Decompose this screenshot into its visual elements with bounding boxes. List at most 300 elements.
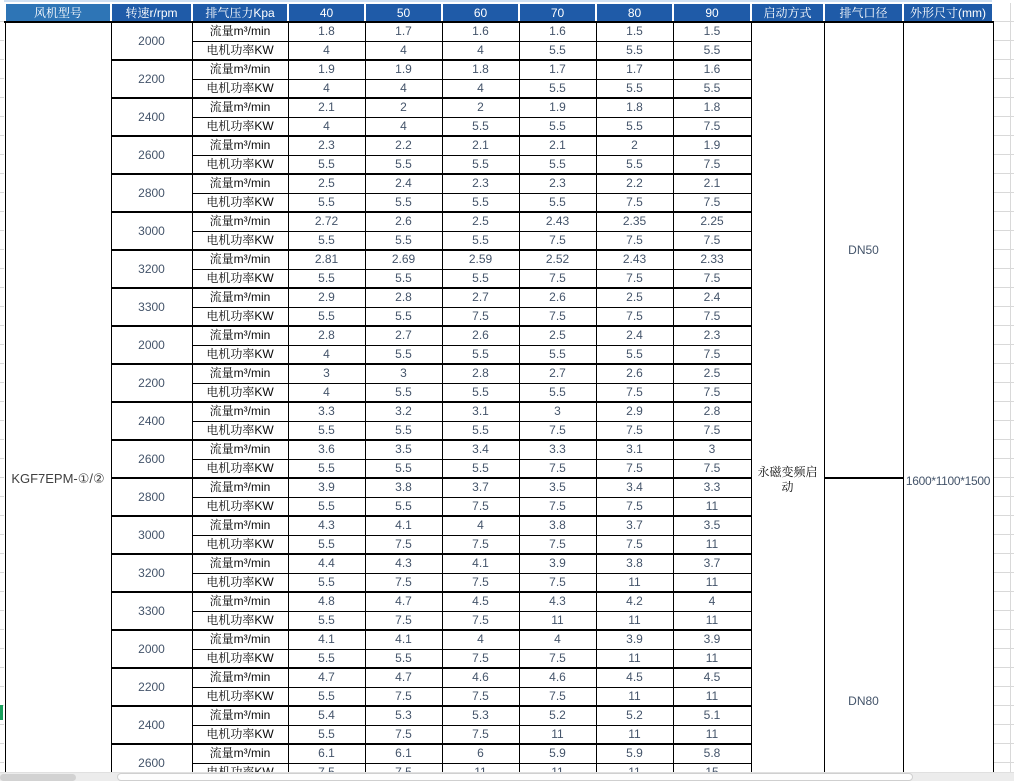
- cell-flow-80[interactable]: 3.7: [596, 516, 673, 535]
- cell-power-70[interactable]: 5.5: [519, 79, 596, 98]
- cell-flow-90[interactable]: 4.5: [673, 668, 751, 687]
- cell-power-60[interactable]: 5.5: [442, 459, 519, 478]
- row-label-power[interactable]: 电机功率KW: [192, 725, 288, 744]
- cell-power-40[interactable]: 5.5: [288, 193, 365, 212]
- cell-flow-60[interactable]: 4.1: [442, 554, 519, 573]
- scrollbar-left-piece[interactable]: [0, 774, 76, 781]
- cell-power-80[interactable]: 7.5: [596, 193, 673, 212]
- header-cell-p60[interactable]: 60: [442, 3, 519, 22]
- cell-power-90[interactable]: 7.5: [673, 307, 751, 326]
- cell-flow-60[interactable]: 2.59: [442, 250, 519, 269]
- cell-power-80[interactable]: 5.5: [596, 155, 673, 174]
- row-label-power[interactable]: 电机功率KW: [192, 345, 288, 364]
- cell-power-80[interactable]: 11: [596, 725, 673, 744]
- cell-power-40[interactable]: 5.5: [288, 421, 365, 440]
- cell-flow-90[interactable]: 3.3: [673, 478, 751, 497]
- cell-flow-50[interactable]: 1.9: [365, 60, 442, 79]
- header-cell-model[interactable]: 风机型号: [5, 3, 111, 22]
- speed-cell[interactable]: 2000: [111, 630, 192, 668]
- cell-flow-80[interactable]: 5.9: [596, 744, 673, 763]
- cell-flow-40[interactable]: 3: [288, 364, 365, 383]
- cell-flow-50[interactable]: 3.5: [365, 440, 442, 459]
- outlet-dn50-cell[interactable]: DN50: [824, 22, 903, 478]
- speed-cell[interactable]: 2600: [111, 136, 192, 174]
- header-cell-pressure[interactable]: 排气压力Kpa: [192, 3, 288, 22]
- cell-flow-70[interactable]: 4: [519, 630, 596, 649]
- cell-flow-60[interactable]: 1.8: [442, 60, 519, 79]
- cell-flow-90[interactable]: 2.25: [673, 212, 751, 231]
- cell-power-80[interactable]: 7.5: [596, 231, 673, 250]
- cell-flow-70[interactable]: 3.9: [519, 554, 596, 573]
- cell-flow-90[interactable]: 4: [673, 592, 751, 611]
- speed-cell[interactable]: 3200: [111, 554, 192, 592]
- row-label-power[interactable]: 电机功率KW: [192, 193, 288, 212]
- cell-flow-50[interactable]: 2.2: [365, 136, 442, 155]
- row-label-flow[interactable]: 流量m³/min: [192, 440, 288, 459]
- cell-power-90[interactable]: 11: [673, 497, 751, 516]
- cell-power-40[interactable]: 5.5: [288, 725, 365, 744]
- cell-power-70[interactable]: 5.5: [519, 117, 596, 136]
- cell-flow-40[interactable]: 4.4: [288, 554, 365, 573]
- cell-flow-80[interactable]: 1.5: [596, 22, 673, 41]
- cell-power-50[interactable]: 5.5: [365, 231, 442, 250]
- cell-flow-50[interactable]: 2.6: [365, 212, 442, 231]
- cell-power-70[interactable]: 7.5: [519, 573, 596, 592]
- header-cell-p90[interactable]: 90: [673, 3, 751, 22]
- cell-flow-70[interactable]: 5.9: [519, 744, 596, 763]
- cell-power-40[interactable]: 5.5: [288, 687, 365, 706]
- cell-power-70[interactable]: 7.5: [519, 231, 596, 250]
- cell-flow-90[interactable]: 5.8: [673, 744, 751, 763]
- header-cell-p50[interactable]: 50: [365, 3, 442, 22]
- cell-power-80[interactable]: 11: [596, 611, 673, 630]
- row-label-power[interactable]: 电机功率KW: [192, 421, 288, 440]
- cell-power-60[interactable]: 7.5: [442, 649, 519, 668]
- row-label-power[interactable]: 电机功率KW: [192, 307, 288, 326]
- row-label-flow[interactable]: 流量m³/min: [192, 744, 288, 763]
- cell-flow-70[interactable]: 2.6: [519, 288, 596, 307]
- cell-power-50[interactable]: 7.5: [365, 725, 442, 744]
- row-label-flow[interactable]: 流量m³/min: [192, 668, 288, 687]
- cell-flow-40[interactable]: 2.8: [288, 326, 365, 345]
- row-label-flow[interactable]: 流量m³/min: [192, 402, 288, 421]
- header-cell-outlet[interactable]: 排气口径: [824, 3, 903, 22]
- cell-power-80[interactable]: 7.5: [596, 307, 673, 326]
- cell-flow-60[interactable]: 4: [442, 516, 519, 535]
- cell-power-80[interactable]: 7.5: [596, 383, 673, 402]
- cell-power-90[interactable]: 7.5: [673, 155, 751, 174]
- cell-power-50[interactable]: 5.5: [365, 269, 442, 288]
- cell-flow-60[interactable]: 2: [442, 98, 519, 117]
- row-label-power[interactable]: 电机功率KW: [192, 611, 288, 630]
- cell-power-40[interactable]: 4: [288, 41, 365, 60]
- cell-flow-50[interactable]: 2.69: [365, 250, 442, 269]
- cell-flow-70[interactable]: 2.43: [519, 212, 596, 231]
- cell-power-40[interactable]: 5.5: [288, 155, 365, 174]
- cell-flow-70[interactable]: 4.3: [519, 592, 596, 611]
- cell-power-50[interactable]: 5.5: [365, 155, 442, 174]
- cell-flow-90[interactable]: 5.1: [673, 706, 751, 725]
- cell-power-50[interactable]: 5.5: [365, 383, 442, 402]
- cell-flow-80[interactable]: 4.2: [596, 592, 673, 611]
- row-label-power[interactable]: 电机功率KW: [192, 497, 288, 516]
- cell-power-80[interactable]: 7.5: [596, 497, 673, 516]
- row-label-flow[interactable]: 流量m³/min: [192, 22, 288, 41]
- cell-power-60[interactable]: 7.5: [442, 535, 519, 554]
- cell-power-90[interactable]: 7.5: [673, 269, 751, 288]
- cell-flow-80[interactable]: 3.9: [596, 630, 673, 649]
- cell-power-90[interactable]: 7.5: [673, 383, 751, 402]
- row-label-power[interactable]: 电机功率KW: [192, 573, 288, 592]
- cell-flow-70[interactable]: 3.8: [519, 516, 596, 535]
- row-label-flow[interactable]: 流量m³/min: [192, 98, 288, 117]
- cell-power-60[interactable]: 5.5: [442, 155, 519, 174]
- speed-cell[interactable]: 3000: [111, 516, 192, 554]
- cell-flow-70[interactable]: 2.52: [519, 250, 596, 269]
- cell-power-80[interactable]: 11: [596, 687, 673, 706]
- cell-power-60[interactable]: 7.5: [442, 307, 519, 326]
- cell-flow-60[interactable]: 2.6: [442, 326, 519, 345]
- cell-flow-90[interactable]: 2.1: [673, 174, 751, 193]
- cell-power-40[interactable]: 5.5: [288, 231, 365, 250]
- cell-power-70[interactable]: 5.5: [519, 345, 596, 364]
- start-mode-cell[interactable]: 永磁变频启动: [751, 22, 824, 781]
- row-label-flow[interactable]: 流量m³/min: [192, 706, 288, 725]
- cell-power-70[interactable]: 7.5: [519, 421, 596, 440]
- speed-cell[interactable]: 2000: [111, 22, 192, 60]
- speed-cell[interactable]: 3200: [111, 250, 192, 288]
- cell-power-90[interactable]: 5.5: [673, 41, 751, 60]
- cell-power-60[interactable]: 5.5: [442, 383, 519, 402]
- cell-power-50[interactable]: 7.5: [365, 611, 442, 630]
- cell-power-80[interactable]: 7.5: [596, 269, 673, 288]
- cell-flow-90[interactable]: 1.6: [673, 60, 751, 79]
- cell-power-60[interactable]: 7.5: [442, 497, 519, 516]
- cell-power-70[interactable]: 7.5: [519, 459, 596, 478]
- cell-power-90[interactable]: 7.5: [673, 345, 751, 364]
- cell-flow-60[interactable]: 6: [442, 744, 519, 763]
- cell-power-40[interactable]: 5.5: [288, 497, 365, 516]
- row-label-flow[interactable]: 流量m³/min: [192, 478, 288, 497]
- cell-flow-80[interactable]: 2.5: [596, 288, 673, 307]
- cell-flow-70[interactable]: 1.7: [519, 60, 596, 79]
- row-label-power[interactable]: 电机功率KW: [192, 687, 288, 706]
- cell-power-70[interactable]: 7.5: [519, 497, 596, 516]
- cell-power-80[interactable]: 11: [596, 649, 673, 668]
- cell-flow-40[interactable]: 4.1: [288, 630, 365, 649]
- cell-flow-40[interactable]: 2.1: [288, 98, 365, 117]
- speed-cell[interactable]: 2800: [111, 174, 192, 212]
- scrollbar-thumb[interactable]: [117, 773, 913, 781]
- header-cell-speed[interactable]: 转速r/rpm: [111, 3, 192, 22]
- cell-flow-80[interactable]: 2.6: [596, 364, 673, 383]
- row-label-power[interactable]: 电机功率KW: [192, 383, 288, 402]
- cell-flow-60[interactable]: 2.8: [442, 364, 519, 383]
- cell-flow-60[interactable]: 4.5: [442, 592, 519, 611]
- header-cell-p70[interactable]: 70: [519, 3, 596, 22]
- cell-flow-90[interactable]: 1.5: [673, 22, 751, 41]
- row-label-power[interactable]: 电机功率KW: [192, 155, 288, 174]
- speed-cell[interactable]: 2200: [111, 60, 192, 98]
- cell-flow-90[interactable]: 2.33: [673, 250, 751, 269]
- cell-power-80[interactable]: 7.5: [596, 421, 673, 440]
- cell-power-40[interactable]: 5.5: [288, 269, 365, 288]
- speed-cell[interactable]: 3000: [111, 212, 192, 250]
- cell-power-40[interactable]: 5.5: [288, 459, 365, 478]
- cell-power-40[interactable]: 5.5: [288, 573, 365, 592]
- cell-flow-60[interactable]: 3.4: [442, 440, 519, 459]
- cell-power-60[interactable]: 4: [442, 41, 519, 60]
- cell-flow-60[interactable]: 2.1: [442, 136, 519, 155]
- cell-power-70[interactable]: 11: [519, 725, 596, 744]
- cell-power-70[interactable]: 5.5: [519, 383, 596, 402]
- cell-flow-70[interactable]: 4.6: [519, 668, 596, 687]
- horizontal-scrollbar[interactable]: [0, 772, 1014, 781]
- cell-flow-60[interactable]: 2.7: [442, 288, 519, 307]
- cell-flow-90[interactable]: 2.3: [673, 326, 751, 345]
- model-cell[interactable]: KGF7EPM-①/②: [5, 22, 111, 781]
- cell-flow-90[interactable]: 3.5: [673, 516, 751, 535]
- cell-power-90[interactable]: 11: [673, 611, 751, 630]
- header-cell-dimensions[interactable]: 外形尺寸(mm): [903, 3, 993, 22]
- cell-power-50[interactable]: 7.5: [365, 573, 442, 592]
- cell-power-50[interactable]: 5.5: [365, 307, 442, 326]
- cell-flow-70[interactable]: 1.6: [519, 22, 596, 41]
- cell-power-50[interactable]: 7.5: [365, 687, 442, 706]
- cell-power-70[interactable]: 5.5: [519, 41, 596, 60]
- cell-power-40[interactable]: 5.5: [288, 611, 365, 630]
- cell-power-70[interactable]: 5.5: [519, 193, 596, 212]
- cell-flow-50[interactable]: 3.2: [365, 402, 442, 421]
- cell-flow-40[interactable]: 4.7: [288, 668, 365, 687]
- cell-power-60[interactable]: 5.5: [442, 231, 519, 250]
- cell-power-50[interactable]: 5.5: [365, 421, 442, 440]
- row-label-flow[interactable]: 流量m³/min: [192, 136, 288, 155]
- cell-flow-50[interactable]: 4.1: [365, 630, 442, 649]
- cell-power-60[interactable]: 5.5: [442, 269, 519, 288]
- row-label-power[interactable]: 电机功率KW: [192, 649, 288, 668]
- cell-flow-70[interactable]: 3.5: [519, 478, 596, 497]
- cell-power-80[interactable]: 7.5: [596, 535, 673, 554]
- cell-flow-70[interactable]: 2.7: [519, 364, 596, 383]
- cell-power-50[interactable]: 5.5: [365, 497, 442, 516]
- speed-cell[interactable]: 2200: [111, 364, 192, 402]
- cell-power-90[interactable]: 11: [673, 687, 751, 706]
- outlet-dn80-cell[interactable]: DN80: [824, 478, 903, 781]
- row-label-flow[interactable]: 流量m³/min: [192, 592, 288, 611]
- cell-power-90[interactable]: 11: [673, 649, 751, 668]
- cell-flow-50[interactable]: 4.7: [365, 668, 442, 687]
- cell-flow-50[interactable]: 4.7: [365, 592, 442, 611]
- row-label-power[interactable]: 电机功率KW: [192, 535, 288, 554]
- cell-flow-80[interactable]: 2.35: [596, 212, 673, 231]
- cell-flow-60[interactable]: 4: [442, 630, 519, 649]
- speed-cell[interactable]: 2000: [111, 326, 192, 364]
- cell-flow-80[interactable]: 4.5: [596, 668, 673, 687]
- cell-power-90[interactable]: 11: [673, 535, 751, 554]
- cell-flow-50[interactable]: 1.7: [365, 22, 442, 41]
- cell-flow-40[interactable]: 2.72: [288, 212, 365, 231]
- row-label-flow[interactable]: 流量m³/min: [192, 212, 288, 231]
- cell-flow-90[interactable]: 1.8: [673, 98, 751, 117]
- cell-flow-90[interactable]: 2.5: [673, 364, 751, 383]
- cell-flow-40[interactable]: 1.9: [288, 60, 365, 79]
- cell-power-50[interactable]: 7.5: [365, 535, 442, 554]
- cell-flow-40[interactable]: 6.1: [288, 744, 365, 763]
- cell-power-70[interactable]: 7.5: [519, 687, 596, 706]
- cell-flow-70[interactable]: 1.9: [519, 98, 596, 117]
- cell-flow-80[interactable]: 2.4: [596, 326, 673, 345]
- cell-flow-40[interactable]: 3.9: [288, 478, 365, 497]
- cell-flow-40[interactable]: 2.81: [288, 250, 365, 269]
- cell-power-70[interactable]: 7.5: [519, 535, 596, 554]
- cell-power-60[interactable]: 7.5: [442, 687, 519, 706]
- cell-power-50[interactable]: 5.5: [365, 649, 442, 668]
- cell-flow-50[interactable]: 2.8: [365, 288, 442, 307]
- cell-flow-80[interactable]: 1.7: [596, 60, 673, 79]
- speed-cell[interactable]: 2400: [111, 706, 192, 744]
- row-label-power[interactable]: 电机功率KW: [192, 269, 288, 288]
- cell-flow-60[interactable]: 4.6: [442, 668, 519, 687]
- row-label-power[interactable]: 电机功率KW: [192, 41, 288, 60]
- speed-cell[interactable]: 2600: [111, 440, 192, 478]
- cell-power-70[interactable]: 7.5: [519, 649, 596, 668]
- cell-power-70[interactable]: 5.5: [519, 155, 596, 174]
- cell-flow-80[interactable]: 3.8: [596, 554, 673, 573]
- row-label-flow[interactable]: 流量m³/min: [192, 288, 288, 307]
- cell-power-70[interactable]: 7.5: [519, 307, 596, 326]
- cell-flow-40[interactable]: 2.9: [288, 288, 365, 307]
- cell-flow-40[interactable]: 1.8: [288, 22, 365, 41]
- speed-cell[interactable]: 2800: [111, 478, 192, 516]
- cell-flow-70[interactable]: 3: [519, 402, 596, 421]
- cell-flow-50[interactable]: 2: [365, 98, 442, 117]
- cell-flow-60[interactable]: 3.1: [442, 402, 519, 421]
- cell-flow-50[interactable]: 2.4: [365, 174, 442, 193]
- row-label-flow[interactable]: 流量m³/min: [192, 554, 288, 573]
- cell-power-60[interactable]: 4: [442, 79, 519, 98]
- speed-cell[interactable]: 3300: [111, 288, 192, 326]
- cell-flow-50[interactable]: 5.3: [365, 706, 442, 725]
- cell-flow-50[interactable]: 2.7: [365, 326, 442, 345]
- cell-flow-60[interactable]: 2.5: [442, 212, 519, 231]
- cell-power-40[interactable]: 4: [288, 345, 365, 364]
- cell-flow-50[interactable]: 3.8: [365, 478, 442, 497]
- row-label-flow[interactable]: 流量m³/min: [192, 516, 288, 535]
- cell-flow-60[interactable]: 5.3: [442, 706, 519, 725]
- cell-flow-80[interactable]: 2: [596, 136, 673, 155]
- cell-power-70[interactable]: 7.5: [519, 269, 596, 288]
- cell-power-60[interactable]: 5.5: [442, 193, 519, 212]
- cell-flow-90[interactable]: 3.7: [673, 554, 751, 573]
- cell-flow-70[interactable]: 5.2: [519, 706, 596, 725]
- cell-power-80[interactable]: 11: [596, 573, 673, 592]
- cell-power-80[interactable]: 5.5: [596, 79, 673, 98]
- cell-power-80[interactable]: 7.5: [596, 459, 673, 478]
- cell-flow-90[interactable]: 2.4: [673, 288, 751, 307]
- cell-flow-50[interactable]: 4.1: [365, 516, 442, 535]
- speed-cell[interactable]: 2600: [111, 744, 192, 781]
- cell-power-60[interactable]: 5.5: [442, 345, 519, 364]
- cell-flow-40[interactable]: 3.3: [288, 402, 365, 421]
- cell-flow-80[interactable]: 2.43: [596, 250, 673, 269]
- cell-flow-90[interactable]: 3.9: [673, 630, 751, 649]
- row-label-power[interactable]: 电机功率KW: [192, 231, 288, 250]
- cell-power-40[interactable]: 5.5: [288, 307, 365, 326]
- cell-power-60[interactable]: 5.5: [442, 421, 519, 440]
- header-cell-p40[interactable]: 40: [288, 3, 365, 22]
- cell-power-80[interactable]: 5.5: [596, 41, 673, 60]
- cell-power-40[interactable]: 5.5: [288, 649, 365, 668]
- speed-cell[interactable]: 2200: [111, 668, 192, 706]
- cell-power-90[interactable]: 11: [673, 725, 751, 744]
- cell-flow-70[interactable]: 2.5: [519, 326, 596, 345]
- speed-cell[interactable]: 3300: [111, 592, 192, 630]
- cell-power-40[interactable]: 4: [288, 383, 365, 402]
- speed-cell[interactable]: 2400: [111, 402, 192, 440]
- cell-flow-90[interactable]: 1.9: [673, 136, 751, 155]
- cell-flow-80[interactable]: 2.9: [596, 402, 673, 421]
- cell-power-80[interactable]: 5.5: [596, 345, 673, 364]
- cell-flow-50[interactable]: 3: [365, 364, 442, 383]
- cell-power-90[interactable]: 7.5: [673, 421, 751, 440]
- cell-flow-80[interactable]: 5.2: [596, 706, 673, 725]
- row-label-flow[interactable]: 流量m³/min: [192, 326, 288, 345]
- row-label-power[interactable]: 电机功率KW: [192, 79, 288, 98]
- cell-power-70[interactable]: 11: [519, 611, 596, 630]
- cell-flow-70[interactable]: 2.1: [519, 136, 596, 155]
- cell-power-50[interactable]: 4: [365, 41, 442, 60]
- cell-flow-90[interactable]: 2.8: [673, 402, 751, 421]
- cell-power-50[interactable]: 5.5: [365, 193, 442, 212]
- cell-flow-90[interactable]: 3: [673, 440, 751, 459]
- cell-power-50[interactable]: 4: [365, 117, 442, 136]
- cell-flow-80[interactable]: 2.2: [596, 174, 673, 193]
- cell-power-90[interactable]: 5.5: [673, 79, 751, 98]
- cell-power-60[interactable]: 7.5: [442, 725, 519, 744]
- cell-flow-40[interactable]: 2.5: [288, 174, 365, 193]
- cell-power-60[interactable]: 7.5: [442, 573, 519, 592]
- cell-power-90[interactable]: 11: [673, 573, 751, 592]
- row-label-power[interactable]: 电机功率KW: [192, 117, 288, 136]
- cell-power-90[interactable]: 7.5: [673, 459, 751, 478]
- header-cell-start-mode[interactable]: 启动方式: [751, 3, 824, 22]
- cell-power-60[interactable]: 5.5: [442, 117, 519, 136]
- cell-flow-40[interactable]: 4.3: [288, 516, 365, 535]
- cell-power-80[interactable]: 5.5: [596, 117, 673, 136]
- row-label-flow[interactable]: 流量m³/min: [192, 174, 288, 193]
- cell-power-40[interactable]: 4: [288, 117, 365, 136]
- cell-flow-40[interactable]: 5.4: [288, 706, 365, 725]
- cell-flow-40[interactable]: 2.3: [288, 136, 365, 155]
- cell-flow-60[interactable]: 1.6: [442, 22, 519, 41]
- cell-flow-70[interactable]: 2.3: [519, 174, 596, 193]
- cell-flow-80[interactable]: 3.4: [596, 478, 673, 497]
- row-label-flow[interactable]: 流量m³/min: [192, 250, 288, 269]
- cell-power-50[interactable]: 5.5: [365, 459, 442, 478]
- cell-power-50[interactable]: 4: [365, 79, 442, 98]
- row-label-power[interactable]: 电机功率KW: [192, 459, 288, 478]
- cell-flow-50[interactable]: 4.3: [365, 554, 442, 573]
- cell-power-90[interactable]: 7.5: [673, 231, 751, 250]
- row-label-flow[interactable]: 流量m³/min: [192, 60, 288, 79]
- cell-power-40[interactable]: 5.5: [288, 535, 365, 554]
- row-label-flow[interactable]: 流量m³/min: [192, 630, 288, 649]
- cell-flow-60[interactable]: 3.7: [442, 478, 519, 497]
- cell-flow-40[interactable]: 4.8: [288, 592, 365, 611]
- cell-power-90[interactable]: 7.5: [673, 117, 751, 136]
- cell-flow-80[interactable]: 1.8: [596, 98, 673, 117]
